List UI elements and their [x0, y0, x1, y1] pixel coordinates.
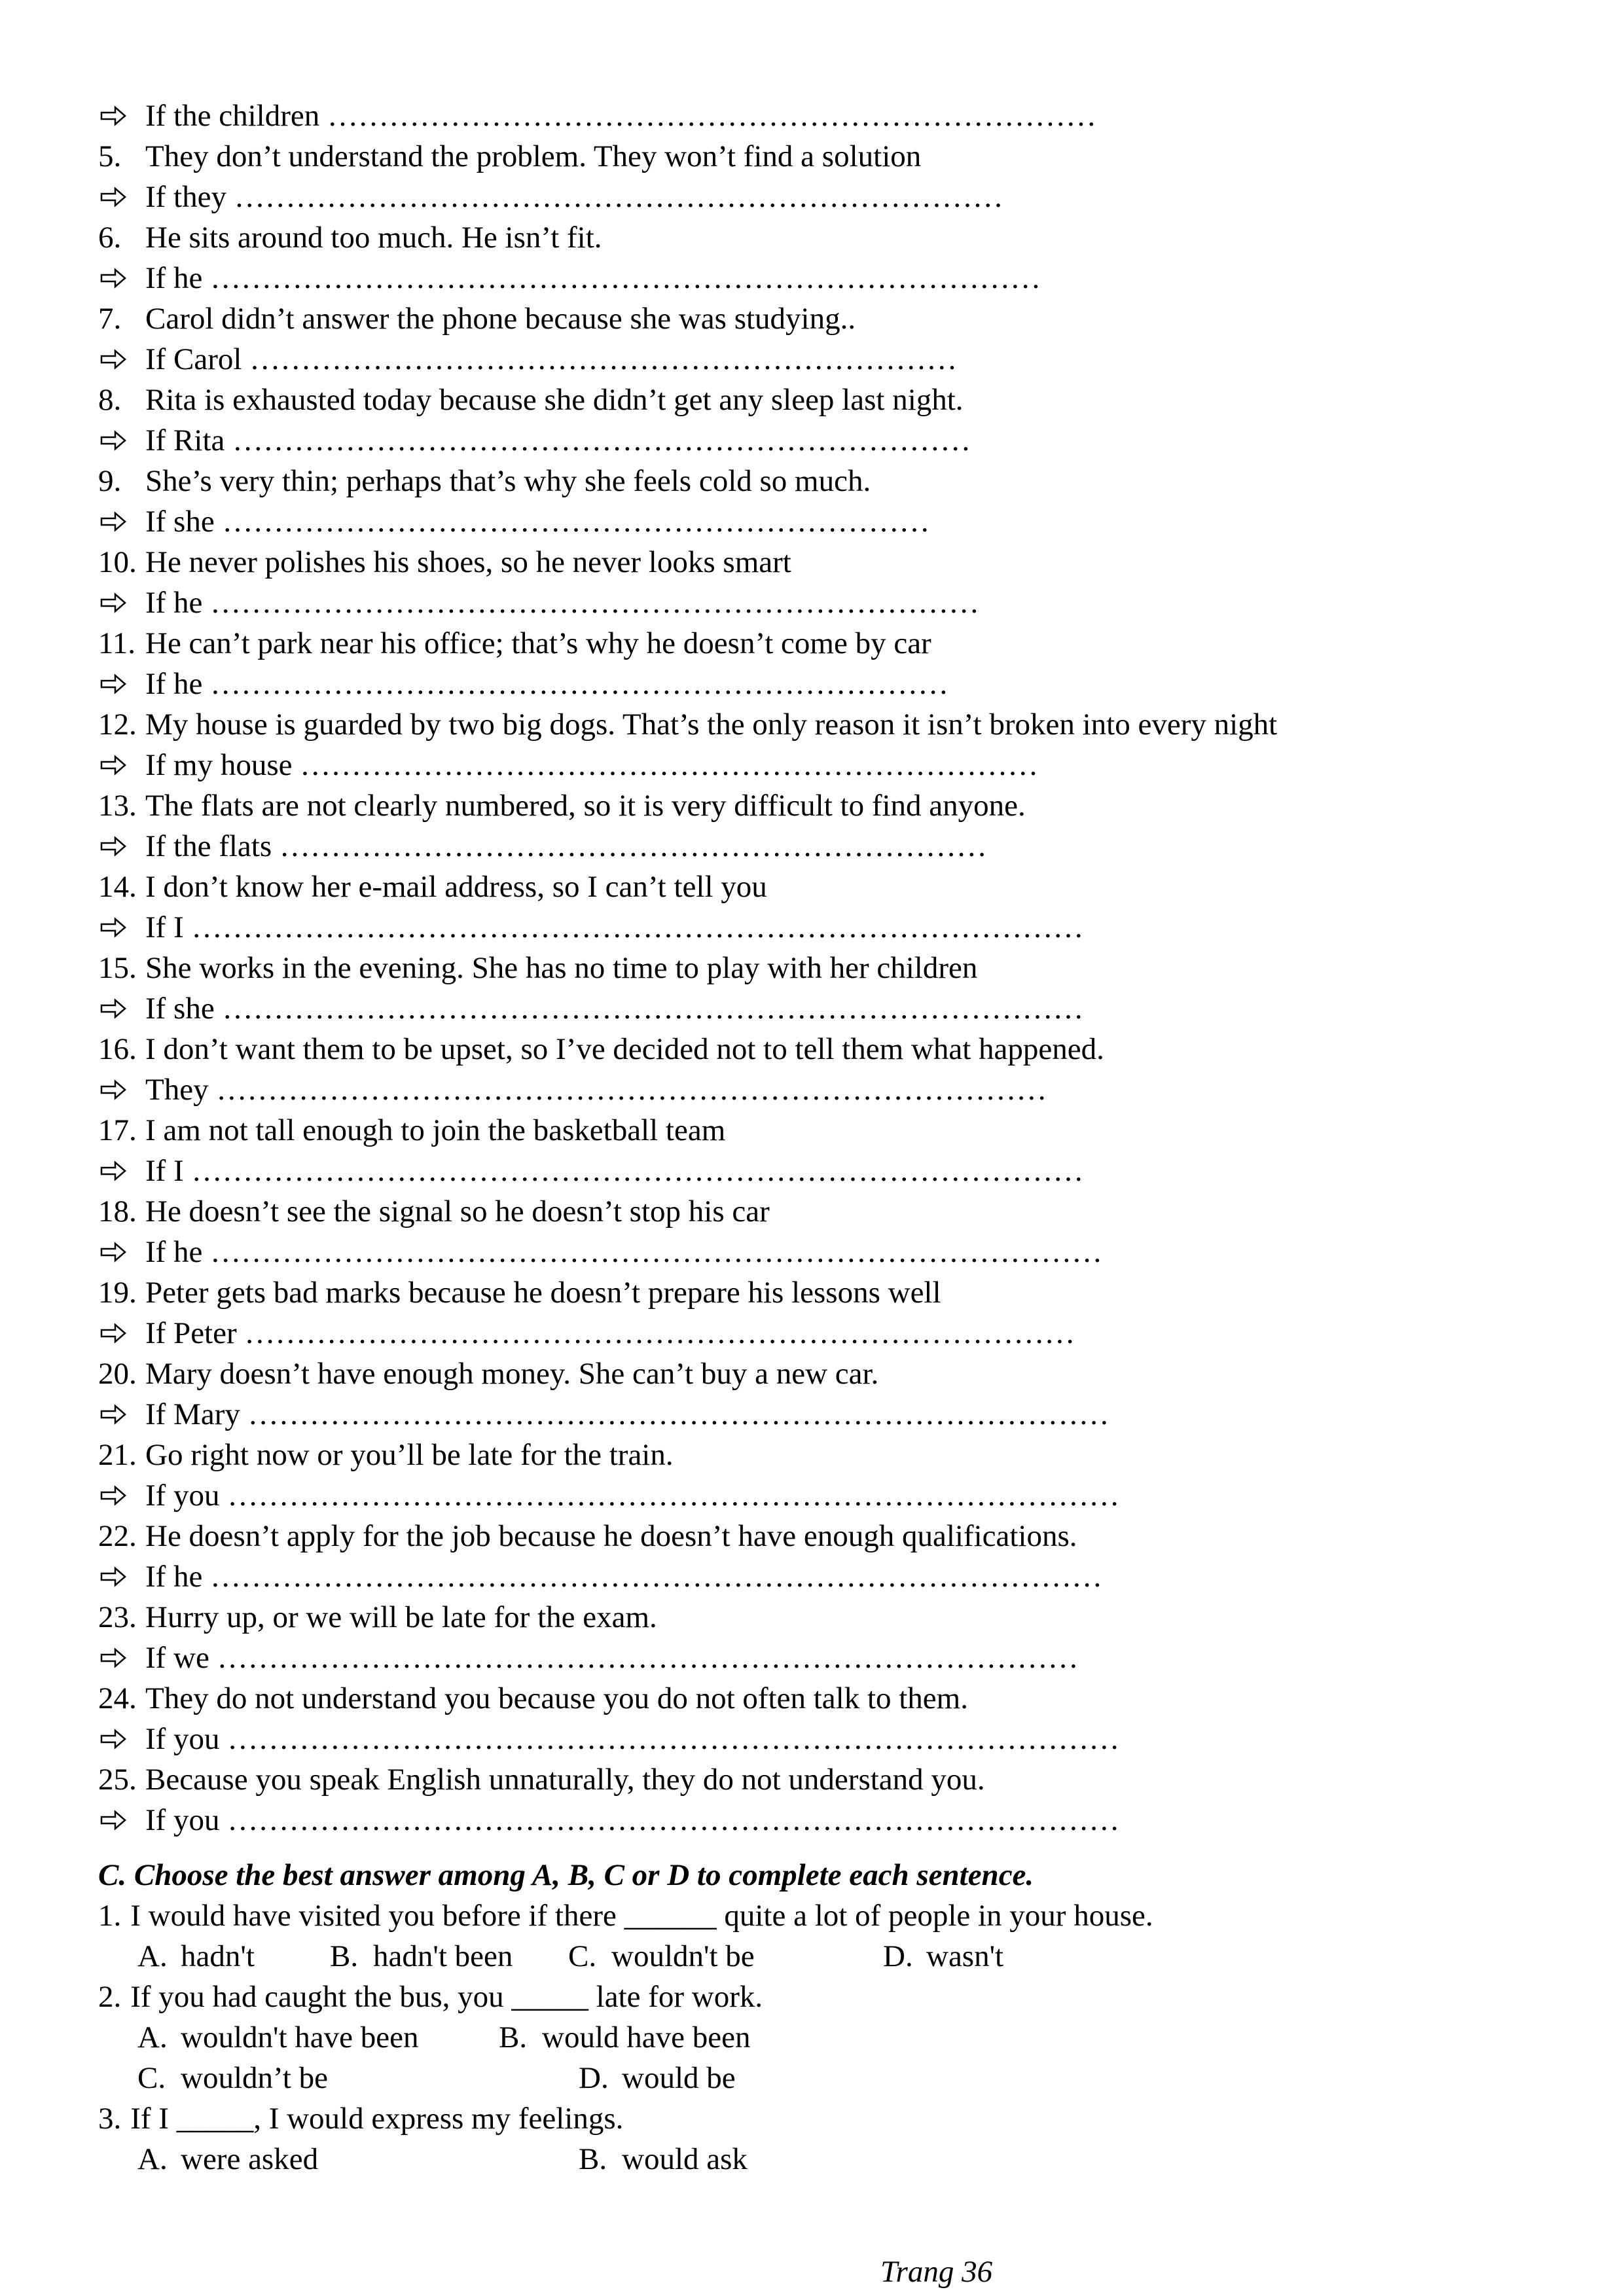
options-row [0, 2139, 1624, 2179]
item-number: 14. [98, 870, 137, 904]
arrow-marker [98, 258, 145, 298]
arrow-marker [98, 1394, 145, 1435]
item-number: 5. [98, 139, 122, 173]
sentence-text: The flats are not clearly numbered, so it is very difficult to find anyone. [145, 789, 1026, 823]
sentence-text: He doesn’t see the signal so he doesn’t stop his car [145, 1194, 770, 1229]
item-number: 24. [98, 1681, 137, 1715]
page-footer [880, 2251, 992, 2292]
item-number: 15. [98, 951, 137, 985]
answer-prefix: If Peter [145, 1316, 245, 1350]
option-text: wouldn't be [611, 1939, 755, 1973]
dotted-blank: …………………………………………………………………………… [210, 1235, 1103, 1269]
arrow-marker [98, 826, 145, 867]
item-number: 18. [98, 1194, 137, 1229]
exercise-sentence-line [0, 948, 1624, 988]
answer-prefix: If Carol [145, 342, 250, 376]
dotted-blank: ………………………………………………………………… [234, 180, 1003, 214]
sentence-text: They do not understand you because you do not often talk to them. [145, 1681, 968, 1715]
option-letter: D. [883, 1939, 913, 1973]
arrow-right-icon [100, 835, 126, 857]
answer-line [0, 1719, 1624, 1759]
page-number-label: Trang 36 [880, 2255, 993, 2289]
arrow-right-icon [100, 1809, 126, 1831]
sentence-text: Peter gets bad marks because he doesn’t prepare his lessons well [145, 1276, 941, 1310]
arrow-marker [98, 1232, 145, 1272]
exercise-sentence-line [0, 1516, 1624, 1556]
arrow-marker [98, 1556, 145, 1597]
exercise-sentence-line [0, 380, 1624, 420]
exercise-sentence-line [0, 785, 1624, 826]
arrow-marker [98, 583, 145, 623]
sentence-text: I am not tall enough to join the basketball team [145, 1113, 726, 1147]
option-choice [137, 2017, 499, 2058]
answer-prefix: If the children [145, 99, 327, 133]
option-choice [579, 2139, 748, 2179]
exercise-sentence-line [0, 217, 1624, 258]
sentence-text: He never polishes his shoes, so he never looks smart [145, 545, 791, 579]
answer-line [0, 177, 1624, 217]
dotted-blank: ……………………………………………………………… [210, 667, 949, 701]
options-row [0, 2017, 1624, 2058]
arrow-marker [98, 420, 145, 461]
question-text: If you had caught the bus, you _____ late for work. [130, 1980, 763, 2014]
item-number: 7. [98, 302, 122, 336]
answer-line [0, 1151, 1624, 1191]
answer-line [0, 988, 1624, 1029]
sentence-text: Hurry up, or we will be late for the exam. [145, 1600, 657, 1634]
dotted-blank: ………………………………………………………………………… [217, 1641, 1079, 1675]
answer-prefix: If Mary [145, 1397, 248, 1431]
arrow-marker [98, 1638, 145, 1678]
arrow-marker [98, 1069, 145, 1110]
answer-line [0, 583, 1624, 623]
option-letter: A. [137, 1939, 168, 1973]
answer-line [0, 96, 1624, 136]
option-choice [499, 2017, 750, 2058]
option-letter: B. [330, 1939, 359, 1973]
dotted-blank: …………………………………………………………… [222, 505, 930, 539]
option-letter: A. [137, 2142, 168, 2176]
dotted-blank: …………………………………………………………………………… [227, 1479, 1120, 1513]
answer-prefix: If you [145, 1803, 228, 1837]
answer-line [0, 1069, 1624, 1110]
dotted-blank: …………………………………………………………………………… [227, 1803, 1120, 1837]
dotted-blank: ………………………………………………………………………… [247, 1397, 1110, 1431]
arrow-marker [98, 1151, 145, 1191]
arrow-right-icon [100, 1484, 126, 1507]
option-text: wasn't [926, 1939, 1004, 1973]
dotted-blank: ……………………………………………………………………… [210, 261, 1041, 295]
mc-question-line [0, 2098, 1624, 2139]
answer-line [0, 745, 1624, 785]
item-number: 8. [98, 383, 122, 417]
item-number: 11. [98, 626, 136, 660]
arrow-marker [98, 501, 145, 542]
dotted-blank: ……………………………………………………………………… [244, 1316, 1075, 1350]
exercise-sentence-line [0, 1191, 1624, 1232]
mc-question-line [0, 1977, 1624, 2017]
dotted-blank: ……………………………………………………………… [300, 748, 1039, 782]
sentence-text: Carol didn’t answer the phone because she was studying.. [145, 302, 856, 336]
answer-line [0, 664, 1624, 704]
answer-line [0, 1638, 1624, 1678]
answer-line [0, 1313, 1624, 1354]
section-c-heading: C. Choose the best answer among A, B, C or D to complete each sentence. [98, 1858, 1034, 1892]
arrow-right-icon [100, 754, 126, 776]
arrow-right-icon [100, 673, 126, 695]
sentence-text: Because you speak English unnaturally, they do not understand you. [145, 1763, 985, 1797]
exercise-sentence-line [0, 1597, 1624, 1638]
dotted-blank: …………………………………………………………… [249, 342, 958, 376]
option-text: would ask [622, 2142, 748, 2176]
sentence-text: He doesn’t apply for the job because he doesn’t have enough qualifications. [145, 1519, 1077, 1553]
arrow-right-icon [100, 1403, 126, 1426]
arrow-marker [98, 1475, 145, 1516]
arrow-right-icon [100, 997, 126, 1020]
arrow-right-icon [100, 186, 126, 208]
exercise-sentence-line [0, 298, 1624, 339]
answer-prefix: If he [145, 1235, 211, 1269]
answer-prefix: If you [145, 1479, 228, 1513]
option-text: hadn't [181, 1939, 255, 1973]
exercise-sentence-line [0, 1029, 1624, 1069]
option-choice [579, 2058, 736, 2098]
exercise-sentence-line [0, 136, 1624, 177]
item-number: 25. [98, 1763, 137, 1797]
item-number: 10. [98, 545, 137, 579]
question-number: 2. [98, 1980, 122, 2014]
item-number: 9. [98, 464, 122, 498]
arrow-marker [98, 1313, 145, 1354]
answer-line [0, 1232, 1624, 1272]
answer-line [0, 1800, 1624, 1840]
option-text: would have been [542, 2020, 751, 2054]
answer-prefix: If you [145, 1722, 228, 1756]
answer-line [0, 258, 1624, 298]
arrow-marker [98, 664, 145, 704]
answer-prefix: If Rita [145, 423, 233, 457]
exercise-sentence-line [0, 623, 1624, 664]
arrow-marker [98, 96, 145, 136]
answer-line [0, 339, 1624, 380]
dotted-blank: …………………………………………………………… [279, 829, 987, 863]
arrow-right-icon [100, 105, 126, 127]
answer-line [0, 501, 1624, 542]
question-text: If I _____, I would express my feelings. [130, 2102, 624, 2136]
arrow-right-icon [100, 348, 126, 370]
dotted-blank: ………………………………………………………………… [210, 586, 980, 620]
dotted-blank: …………………………………………………………………………… [191, 1154, 1084, 1188]
item-number: 23. [98, 1600, 137, 1634]
question-number: 3. [98, 2102, 122, 2136]
arrow-marker [98, 745, 145, 785]
arrow-right-icon [100, 1322, 126, 1344]
option-choice [883, 1936, 1003, 1977]
item-number: 17. [98, 1113, 137, 1147]
arrow-right-icon [100, 1241, 126, 1263]
worksheet-content [0, 96, 1624, 2179]
exercise-sentence-line [0, 1678, 1624, 1719]
arrow-right-icon [100, 511, 126, 533]
arrow-right-icon [100, 1728, 126, 1750]
answer-line [0, 1556, 1624, 1597]
dotted-blank: ……………………………………………………………………… [216, 1073, 1047, 1107]
option-letter: C. [568, 1939, 597, 1973]
arrow-right-icon [100, 1079, 126, 1101]
exercise-sentence-line [0, 704, 1624, 745]
answer-line [0, 420, 1624, 461]
answer-prefix: If she [145, 992, 223, 1026]
sentence-text: He sits around too much. He isn’t fit. [145, 221, 602, 255]
sentence-text: She’s very thin; perhaps that’s why she feels cold so much. [145, 464, 871, 498]
option-choice [137, 1936, 330, 1977]
answer-prefix: If I [145, 1154, 192, 1188]
exercise-sentence-line [0, 1354, 1624, 1394]
answer-line [0, 1394, 1624, 1435]
option-letter: D. [579, 2061, 609, 2095]
answer-prefix: If the flats [145, 829, 280, 863]
option-text: wouldn't have been [181, 2020, 419, 2054]
item-number: 16. [98, 1032, 137, 1066]
item-number: 6. [98, 221, 122, 255]
arrow-right-icon [100, 916, 126, 939]
sentence-text: He can’t park near his office; that’s why he doesn’t come by car [145, 626, 931, 660]
arrow-marker [98, 177, 145, 217]
answer-prefix: If he [145, 586, 211, 620]
exercise-sentence-line [0, 1435, 1624, 1475]
answer-line [0, 907, 1624, 948]
option-letter: C. [137, 2061, 166, 2095]
option-letter: B. [579, 2142, 607, 2176]
sentence-text: My house is guarded by two big dogs. That’s the only reason it isn’t broken into every night [145, 708, 1278, 742]
exercise-sentence-line [0, 542, 1624, 583]
question-text: I would have visited you before if there ______ quite a lot of people in your house. [130, 1899, 1153, 1933]
answer-prefix: If my house [145, 748, 300, 782]
answer-prefix: If he [145, 1560, 211, 1594]
mc-question-line [0, 1895, 1624, 1936]
sentence-text: I don’t know her e-mail address, so I can’t tell you [145, 870, 767, 904]
arrow-right-icon [100, 429, 126, 452]
arrow-marker [98, 339, 145, 380]
exercise-sentence-line [0, 1110, 1624, 1151]
answer-prefix: If they [145, 180, 234, 214]
sentence-text: They don’t understand the problem. They won’t find a solution [145, 139, 922, 173]
arrow-right-icon [100, 1647, 126, 1669]
dotted-blank: …………………………………………………………………………… [227, 1722, 1120, 1756]
arrow-right-icon [100, 1160, 126, 1182]
option-text: were asked [181, 2142, 319, 2176]
item-number: 21. [98, 1438, 137, 1472]
item-number: 20. [98, 1357, 137, 1391]
item-number: 22. [98, 1519, 137, 1553]
question-number: 1. [98, 1899, 122, 1933]
dotted-blank: …………………………………………………………………………… [191, 910, 1084, 944]
sentence-text: She works in the evening. She has no time to play with her children [145, 951, 978, 985]
option-choice [568, 1936, 883, 1977]
arrow-marker [98, 1719, 145, 1759]
arrow-marker [98, 907, 145, 948]
option-choice [137, 2139, 579, 2179]
arrow-marker [98, 988, 145, 1029]
item-number: 19. [98, 1276, 137, 1310]
answer-prefix: If I [145, 910, 192, 944]
option-text: hadn't been [373, 1939, 513, 1973]
exercise-sentence-line [0, 1272, 1624, 1313]
answer-prefix: If he [145, 261, 211, 295]
answer-line [0, 826, 1624, 867]
section-c-questions [0, 1895, 1624, 2179]
option-text: wouldn’t be [181, 2061, 328, 2095]
exercise-sentence-line [0, 1759, 1624, 1800]
option-letter: A. [137, 2020, 168, 2054]
item-number: 12. [98, 708, 137, 742]
exercise-sentence-line [0, 867, 1624, 907]
arrow-right-icon [100, 592, 126, 614]
answer-prefix: If she [145, 505, 223, 539]
dotted-blank: …………………………………………………………………………… [210, 1560, 1103, 1594]
options-row [0, 1936, 1624, 1977]
dotted-blank: ………………………………………………………………………… [222, 992, 1084, 1026]
dotted-blank: ……………………………………………………………… [232, 423, 971, 457]
sentence-text: Go right now or you’ll be late for the train. [145, 1438, 674, 1472]
answer-line [0, 1475, 1624, 1516]
exercise-b-list [0, 96, 1624, 1840]
answer-prefix: They [145, 1073, 217, 1107]
option-letter: B. [499, 2020, 528, 2054]
options-row [0, 2058, 1624, 2098]
answer-prefix: If he [145, 667, 211, 701]
sentence-text: Mary doesn’t have enough money. She can’t buy a new car. [145, 1357, 879, 1391]
arrow-right-icon [100, 1566, 126, 1588]
exercise-sentence-line [0, 461, 1624, 501]
sentence-text: I don’t want them to be upset, so I’ve decided not to tell them what happened. [145, 1032, 1104, 1066]
answer-prefix: If we [145, 1641, 217, 1675]
option-choice [137, 2058, 579, 2098]
option-choice [330, 1936, 568, 1977]
arrow-marker [98, 1800, 145, 1840]
item-number: 13. [98, 789, 137, 823]
option-text: would be [622, 2061, 736, 2095]
dotted-blank: ………………………………………………………………… [327, 99, 1096, 133]
arrow-right-icon [100, 267, 126, 289]
sentence-text: Rita is exhausted today because she didn’t get any sleep last night. [145, 383, 964, 417]
